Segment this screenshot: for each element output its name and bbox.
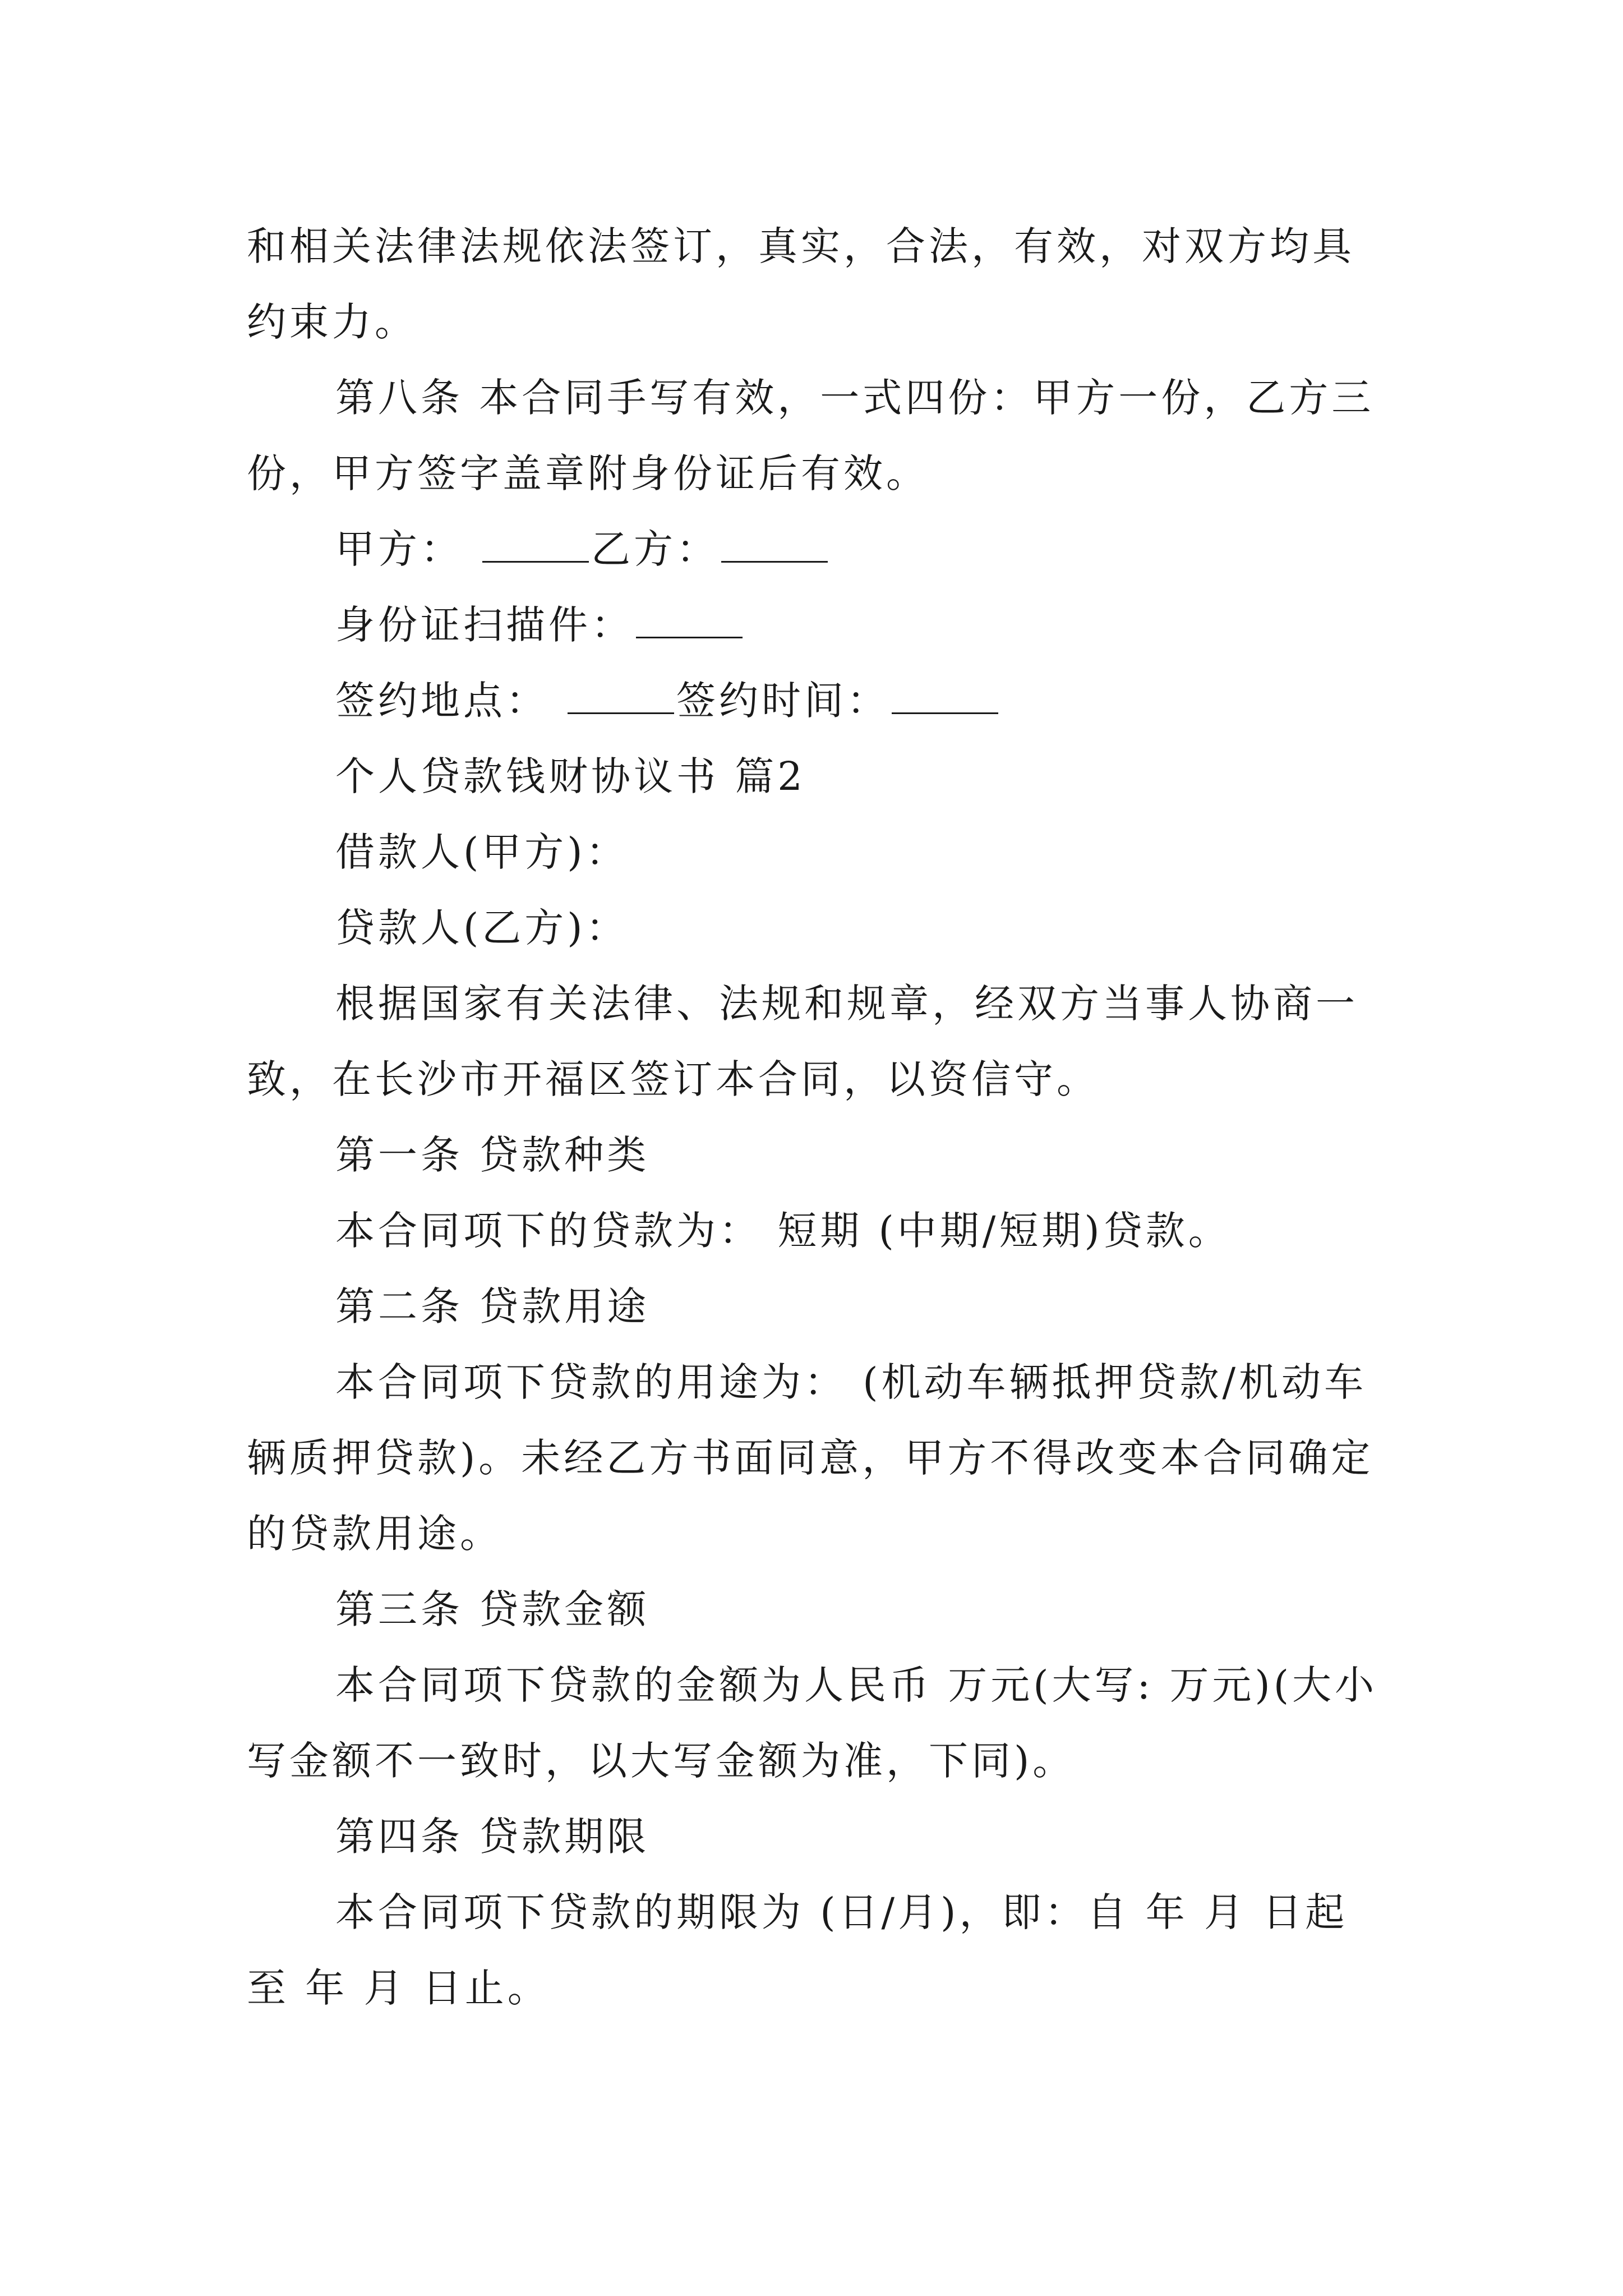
sign-time-blank	[892, 680, 998, 714]
lender-line: 贷款人(乙方)：	[335, 905, 629, 951]
party-b-label: 乙方：	[591, 526, 719, 572]
sign-time-label: 签约时间：	[676, 678, 889, 724]
id-scan-line	[247, 587, 1380, 663]
article-4-title: 第四条 贷款期限	[335, 1814, 650, 1860]
article-3-title: 第三条 贷款金额	[335, 1586, 650, 1632]
section-title-2: 个人贷款钱财协议书 篇2	[335, 753, 806, 799]
party-a-label: 甲方：	[335, 526, 463, 572]
borrower-line: 借款人(甲方)：	[335, 829, 629, 875]
intro-paragraph: 根据国家有关法律、法规和规章，经双方当事人协商一致，在长沙市开福区签订本合同，以资信守。	[247, 981, 1358, 1102]
article-1-title: 第一条 贷款种类	[335, 1132, 650, 1178]
document-body	[247, 209, 1380, 2026]
sign-place-time-line	[247, 663, 1380, 739]
id-scan-label: 身份证扫描件：	[335, 602, 634, 648]
article-2-title: 第二条 贷款用途	[335, 1283, 650, 1329]
article-2-body: 本合同项下贷款的用途为： (机动车辆抵押贷款/机动车辆质押贷款)。未经乙方书面同意，甲方不得改变本合同确定的贷款用途。	[247, 1359, 1374, 1557]
article-4-body: 本合同项下贷款的期限为 (日/月)，即：自 年 月 日起至 年 月 日止。	[247, 1889, 1348, 2011]
article-3-body: 本合同项下贷款的金额为人民币 万元(大写: 万元)(大小写金额不一致时，以大写金额为准，下同)。	[247, 1662, 1378, 1784]
sign-place-blank	[568, 680, 674, 714]
paragraph-validity: 和相关法律法规依法签订，真实，合法，有效，对双方均具约束力。	[247, 223, 1355, 345]
party-b-blank	[721, 528, 828, 563]
id-scan-blank	[636, 604, 743, 638]
article-1-body: 本合同项下的贷款为： 短期 (中期/短期)贷款。	[335, 1208, 1231, 1254]
party-a-blank	[482, 528, 589, 563]
article-8: 第八条 本合同手写有效，一式四份：甲方一份，乙方三份，甲方签字盖章附身份证后有效。	[247, 375, 1375, 496]
signature-parties-line	[247, 512, 1380, 587]
sign-place-label: 签约地点：	[335, 678, 548, 724]
